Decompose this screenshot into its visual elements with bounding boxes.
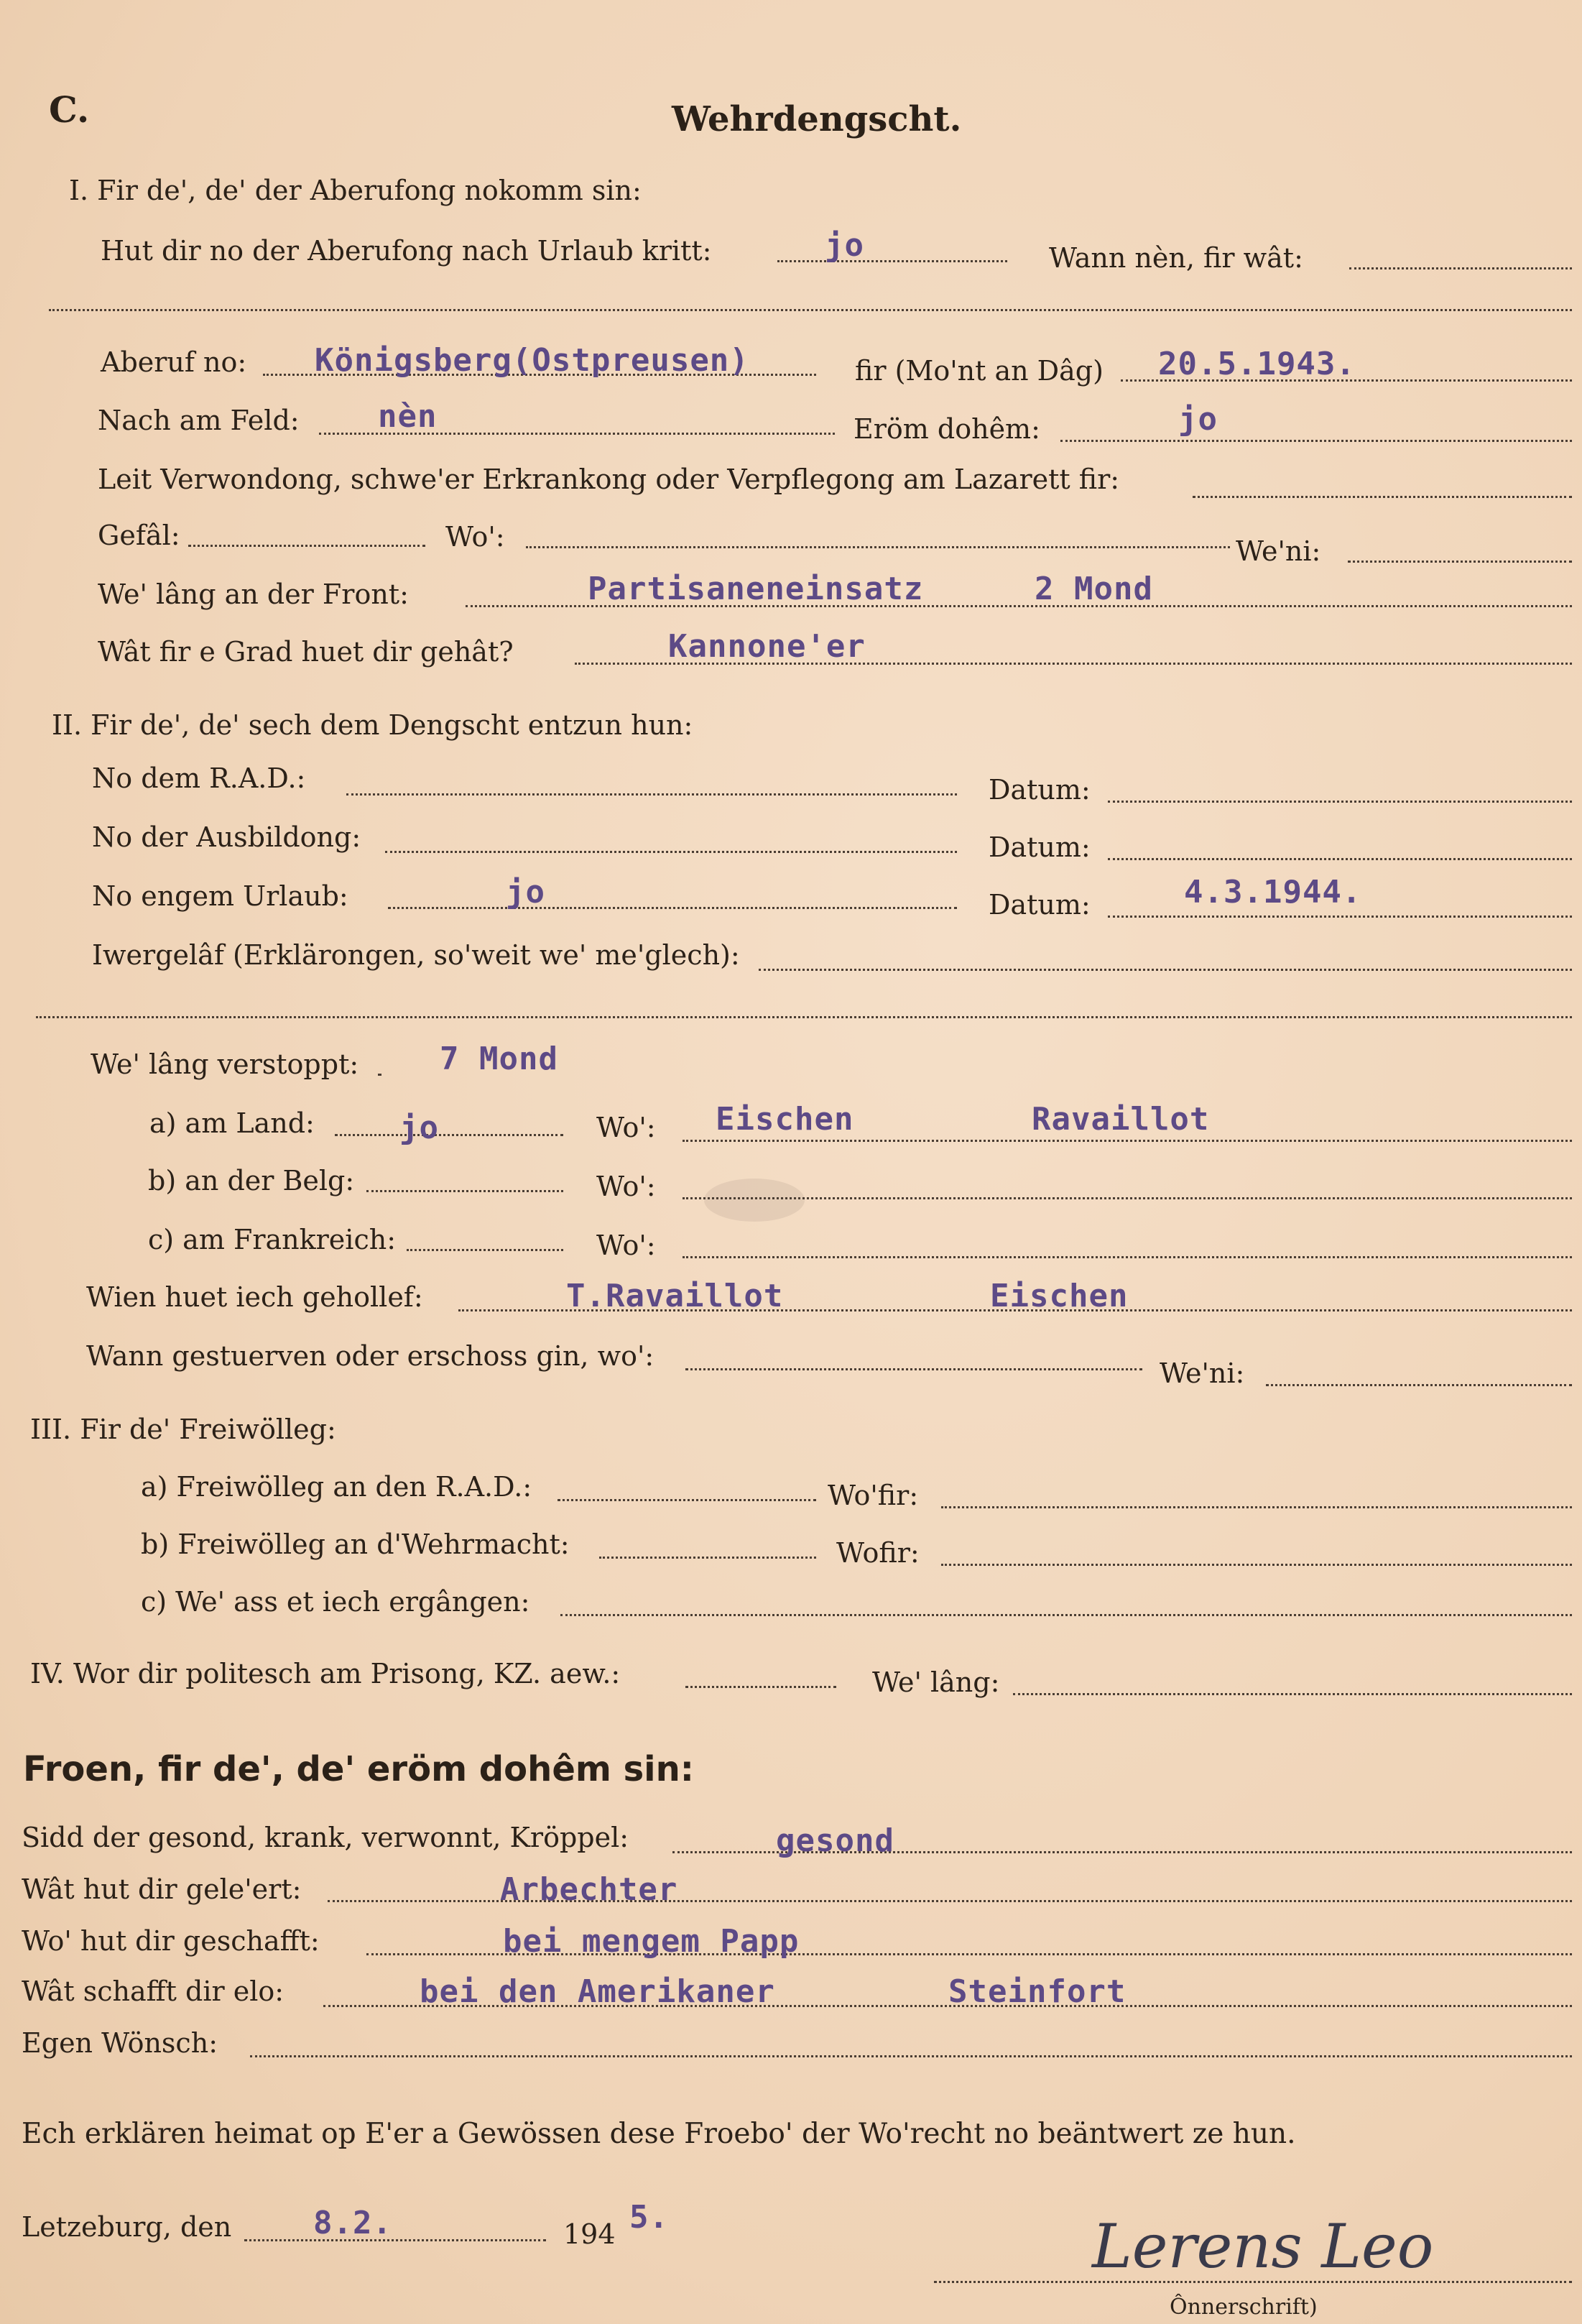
freiwolleg-wehrmacht-wofir-label: Wofir: [836,1537,920,1569]
elo-value-2: Steinfort [948,1973,1127,2010]
leit-line [1193,496,1572,498]
front-value-1: Partisaneneinsatz [588,571,924,607]
urlaub-datum-line [1108,916,1572,918]
place-label: Letzeburg, den [22,2211,232,2243]
land-wo-value-2: Ravaillot [1032,1101,1210,1138]
iwergelaf-label: Iwergelâf (Erklärongen, so'weit we' me'glech): [92,939,740,971]
section-4-line [685,1686,836,1688]
aberuf-value: Königsberg(Ostpreusen) [315,342,749,379]
urlaub-datum-value: 4.3.1944. [1184,874,1362,910]
erom-label: Eröm dohêm: [854,413,1040,445]
front-value-2: 2 Mond [1035,571,1153,607]
freiwolleg-rad-label: a) Freiwölleg an den R.A.D.: [141,1471,532,1503]
date-line [244,2239,546,2241]
belg-label: b) an der Belg: [148,1165,355,1196]
section-4-label: IV. Wor dir politesch am Prisong, KZ. aew.: [30,1658,621,1689]
land-wo-label: Wo': [596,1112,656,1143]
verstoppt-value: 7 Mond [440,1041,558,1077]
land-line [335,1134,563,1136]
urlaub-value: jo [506,874,545,910]
belg-line [366,1190,563,1192]
gestuerven-label: Wann gestuerven oder erschoss gin, wo': [86,1340,654,1372]
section-3-heading: III. Fir de' Freiwölleg: [30,1414,336,1445]
fir-value: 20.5.1943. [1158,346,1356,382]
grad-value: Kannone'er [668,628,866,665]
rad-line [346,793,957,796]
nach-value: nèn [378,398,438,435]
rad-datum-label: Datum: [989,774,1091,806]
hut-line [777,260,1007,262]
urlaub-datum-label: Datum: [989,889,1091,921]
gestuerven-weni-label: We'ni: [1160,1357,1245,1389]
iwergelaf-continuation-line [36,1016,1572,1018]
elo-value-1: bei den Amerikaner [420,1973,775,2010]
wien-label: Wien huet iech gehollef: [86,1281,423,1313]
erganggen-label: c) We' ass et iech ergângen: [141,1586,530,1618]
leit-label: Leit Verwondong, schwe'er Erkrankong oder Verpflegong am Lazarett fir: [98,464,1120,495]
paper-smudge [704,1179,805,1222]
freiwolleg-rad-line [558,1499,816,1501]
iwergelaf-line [759,969,1572,971]
ausb-label: No der Ausbildong: [92,821,361,853]
land-label: a) am Land: [149,1107,315,1139]
elo-label: Wât schafft dir elo: [22,1975,285,2007]
wonsch-label: Egen Wönsch: [22,2027,218,2059]
weni-label: We'ni: [1236,535,1321,567]
erom-line [1060,440,1572,442]
land-wo-line [683,1140,1572,1142]
freiwolleg-wehrmacht-line [599,1557,816,1559]
aberuf-label: Aberuf no: [101,346,247,378]
ausb-line [385,851,957,853]
wann-continuation-line [49,309,1572,311]
section-1-heading: I. Fir de', de' der Aberufong nokomm sin: [69,175,642,206]
gesond-value: gesond [776,1822,894,1859]
verstoppt-label: We' lâng verstoppt: [91,1048,359,1080]
urlaub-label: No engem Urlaub: [92,880,348,912]
page-title: Wehrdengscht. [672,99,962,139]
wann-line [1349,267,1572,269]
geleert-value: Arbechter [500,1871,678,1908]
urlaub-line [388,907,957,909]
signature: Lerens Leo [1092,2211,1434,2282]
frankreich-wo-label: Wo': [596,1230,656,1261]
fir-label: fir (Mo'nt an Dâg) [855,355,1104,387]
year-digit: 5. [629,2199,669,2236]
wo-line [526,546,1230,548]
nach-label: Nach am Feld: [98,405,300,436]
section-letter: C. [49,88,90,131]
wonsch-line [250,2055,1572,2057]
geschafft-value: bei mengem Papp [503,1923,800,1960]
wien-value-2: Eischen [990,1278,1129,1314]
frankreich-line [407,1249,563,1251]
section-4-lang-label: We' lâng: [872,1666,1000,1698]
land-wo-value-1: Eischen [716,1101,854,1138]
belg-wo-line [683,1197,1572,1199]
gestuerven-weni-line [1266,1384,1572,1386]
date-value: 8.2. [313,2205,392,2241]
geleert-label: Wât hut dir gele'ert: [22,1873,302,1905]
weni-line [1348,561,1572,563]
gefal-label: Gefâl: [98,520,180,551]
wo-label: Wo': [445,521,505,553]
hut-label: Hut dir no der Aberufong nach Urlaub kritt: [101,235,712,267]
frankreich-wo-line [683,1256,1572,1258]
gestuerven-line [685,1368,1142,1370]
declaration-text: Ech erklären heimat op E'er a Gewössen dese Froebo' der Wo'recht no beäntwert ze hun. [22,2118,1296,2150]
land-value: jo [399,1110,439,1146]
section-4-lang-line [1013,1693,1572,1695]
front-label: We' lâng an der Front: [98,578,409,610]
gesond-label: Sidd der gesond, krank, verwonnt, Kröppel: [22,1822,629,1853]
freiwolleg-rad-wofir-line [941,1506,1572,1508]
signature-label: Ônnerschrift) [1170,2295,1318,2320]
belg-wo-label: Wo': [596,1171,656,1202]
rad-label: No dem R.A.D.: [92,762,306,794]
geschafft-label: Wo' hut dir geschafft: [22,1925,320,1957]
ausb-datum-line [1108,858,1572,860]
year-prefix: 194 [563,2218,616,2250]
frankreich-label: c) am Frankreich: [148,1224,397,1255]
freiwolleg-rad-wofir-label: Wo'fir: [828,1480,919,1511]
wien-value-1: T.Ravaillot [566,1278,784,1314]
wann-label: Wann nèn, fir wât: [1049,242,1303,274]
erom-value: jo [1178,401,1218,438]
gefal-line [188,545,425,547]
verstoppt-line [378,1074,379,1076]
section-5-heading: Froen, fir de', de' eröm dohêm sin: [23,1749,694,1789]
hut-value: jo [825,227,864,264]
freiwolleg-wehrmacht-wofir-line [941,1564,1572,1566]
ausb-datum-label: Datum: [989,831,1091,863]
erganggen-line [560,1614,1572,1616]
grad-label: Wât fir e Grad huet dir gehât? [98,636,514,668]
rad-datum-line [1108,801,1572,803]
section-2-heading: II. Fir de', de' sech dem Dengscht entzun hun: [52,709,693,741]
freiwolleg-wehrmacht-label: b) Freiwölleg an d'Wehrmacht: [141,1528,570,1560]
